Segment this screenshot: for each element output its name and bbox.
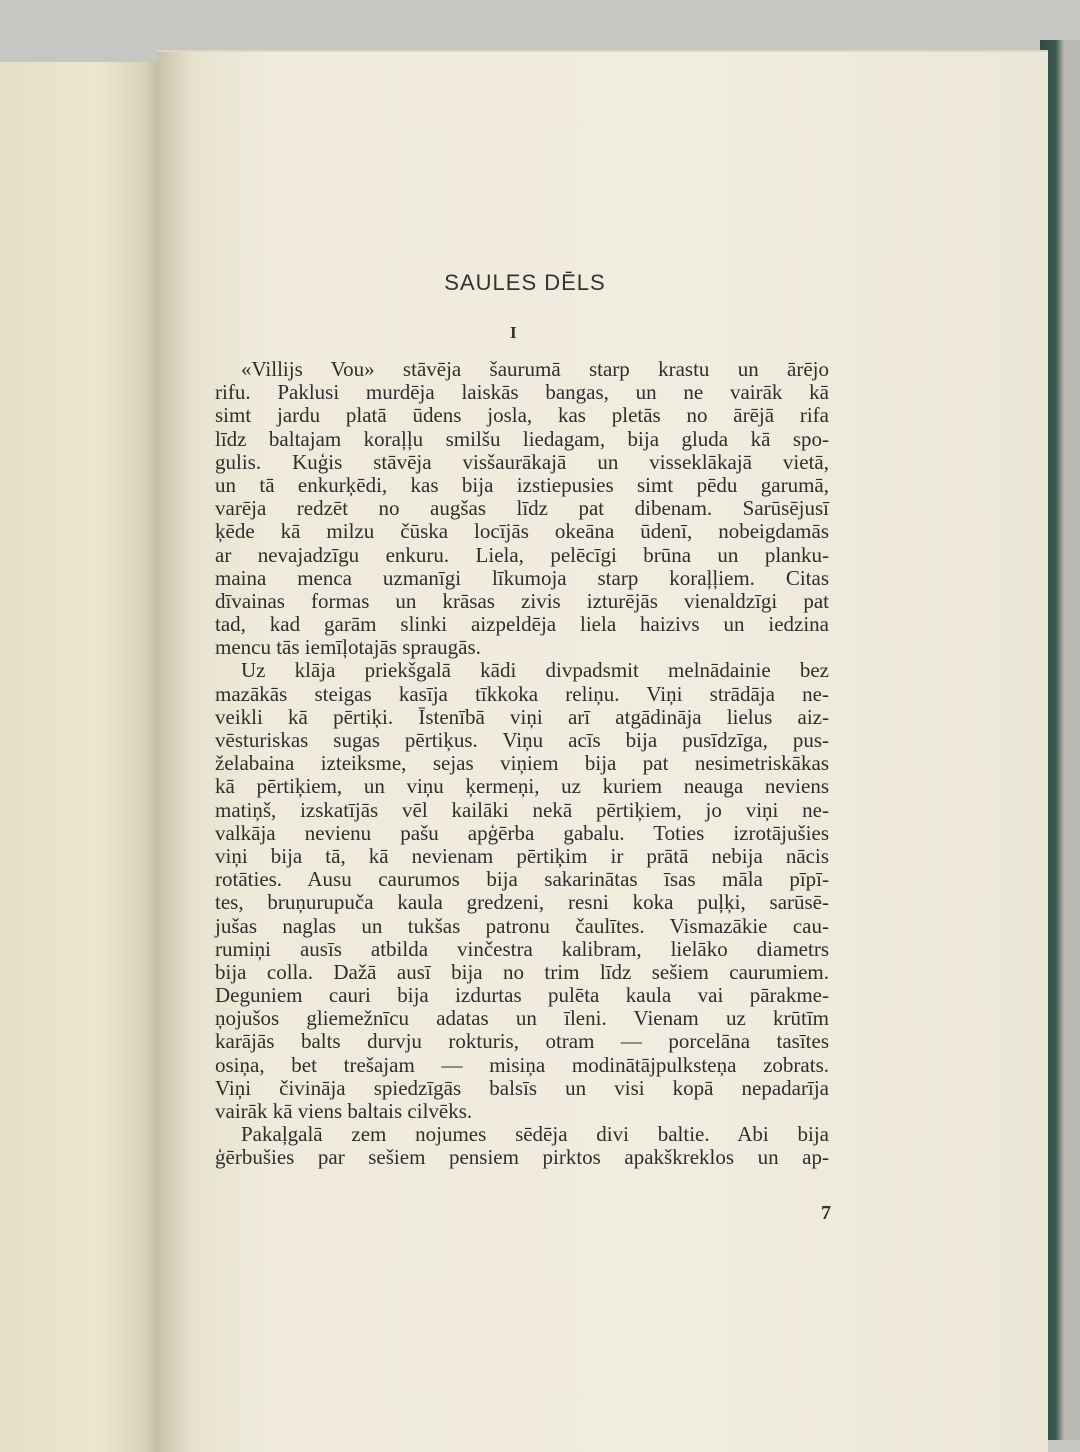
text-line: kā pērtiķiem, un viņu ķermeņi, uz kuriem neauga neviens [215,774,829,799]
text-line: maina menca uzmanīgi līkumoja starp koraļļiem. Citas [215,565,829,590]
text-line: un tā enkurķēdi, kas bija izstiepusies simt pēdu garumā, [215,472,829,497]
text-line: gulis. Kuģis stāvēja visšaurākajā un visseklākajā vietā, [215,449,829,474]
text-line: matiņš, izskatījās vēl kailāki nekā pērtiķiem, jo viņi ne- [215,797,829,822]
text-line: ar nevajadzīgu enkuru. Liela, pelēcīgi brūna un planku- [215,542,829,567]
text-line: simt jardu platā ūdens josla, kas pletās no ārējā rifa [215,403,829,428]
paragraph [215,1123,829,1169]
text-line: karājās balts durvju rokturis, otram — porcelāna tasītes [215,1029,829,1054]
text-line: rotāties. Ausu caurumos bija sakarinātas īsas māla pīpī- [215,867,829,892]
page-number: 7 [821,1202,831,1224]
text-line: Viņi čivināja spiedzīgās balsīs un visi kopā nepadarīja [215,1075,829,1100]
text-line: tad, kad garām slinki aizpeldēja liela haizivs un iedzina [215,612,829,637]
text-line: valkāja nevienu pašu apģērba gabalu. Toties izrotājušies [215,820,829,845]
text-line: varēja redzēt no augšas līdz pat dibenam. Sarūsējusī [215,496,829,521]
paragraph [215,358,829,659]
text-line: ņojušos gliemežnīcu adatas un īleni. Vienam uz krūtīm [215,1006,829,1031]
text-line: Uz klāja priekšgalā kādi divpadsmit melnādainie bez [241,658,829,683]
text-line: līdz baltajam koraļļu smilšu liedagam, bija gluda kā spo- [215,426,829,451]
text-line: ģērbušies par sešiem pensiem pirktos apakškreklos un ap- [215,1145,829,1170]
text-line: vēsturiskas sugas pērtiķus. Viņu acīs bija pusīdzīga, pus- [215,728,829,752]
chapter-number: I [510,323,517,342]
text-line: viņi bija tā, kā nevienam pērtiķim ir prātā nebija nācis [215,843,829,868]
text-line: rumiņi ausīs atbilda vinčestra kalibram, lielāko diametrs [215,936,829,961]
text-line: osiņa, bet trešajam — misiņa modinātājpulksteņa zobrats. [215,1052,829,1077]
text-line: veikli kā pērtiķi. Īstenībā viņi arī atgādināja lielus aiz- [215,704,829,729]
text-line: Deguniem cauri bija izdurtas pulēta kaula vai pārakme- [215,983,829,1008]
text-line: vairāk kā viens baltais cilvēks. [215,1099,473,1123]
chapter-title [0,270,1080,296]
book-title: SAULES DĒLS [444,270,606,295]
text-line: tes, bruņurupuča kaula gredzeni, resni koka puļķi, sarūsē- [215,890,829,915]
text-line: mazākās steigas kasīja tīkkoka reliņu. Viņi strādāja ne- [215,681,829,706]
text-line: «Villijs Vou» stāvēja šaurumā starp krastu un ārējo [241,357,829,381]
text-line: dīvainas formas un krāsas zivis izturējās vienaldzīgi pat [215,588,829,613]
text-line: rifu. Paklusi murdēja laiskās bangas, un ne vairāk kā [215,380,829,405]
text-line: jušas naglas un tukšas patronu čaulītes. Vismazākie cau- [215,913,829,938]
text-line: ķēde kā milzu čūska locījās okeāna ūdenī, nobeigdamās [215,519,829,544]
paragraph [215,659,829,1123]
text-line: Pakaļgalā zem nojumes sēdēja divi baltie. Abi bija [241,1122,829,1147]
body-text [215,358,829,1170]
text-line: bija colla. Dažā ausī bija no trim līdz sešiem caurumiem. [215,959,829,984]
text-line: želabaina izteiksme, sejas viņiem bija pat nesimetriskākas [215,751,829,776]
text-line: mencu tās iemīļotajās spraugās. [215,635,481,660]
